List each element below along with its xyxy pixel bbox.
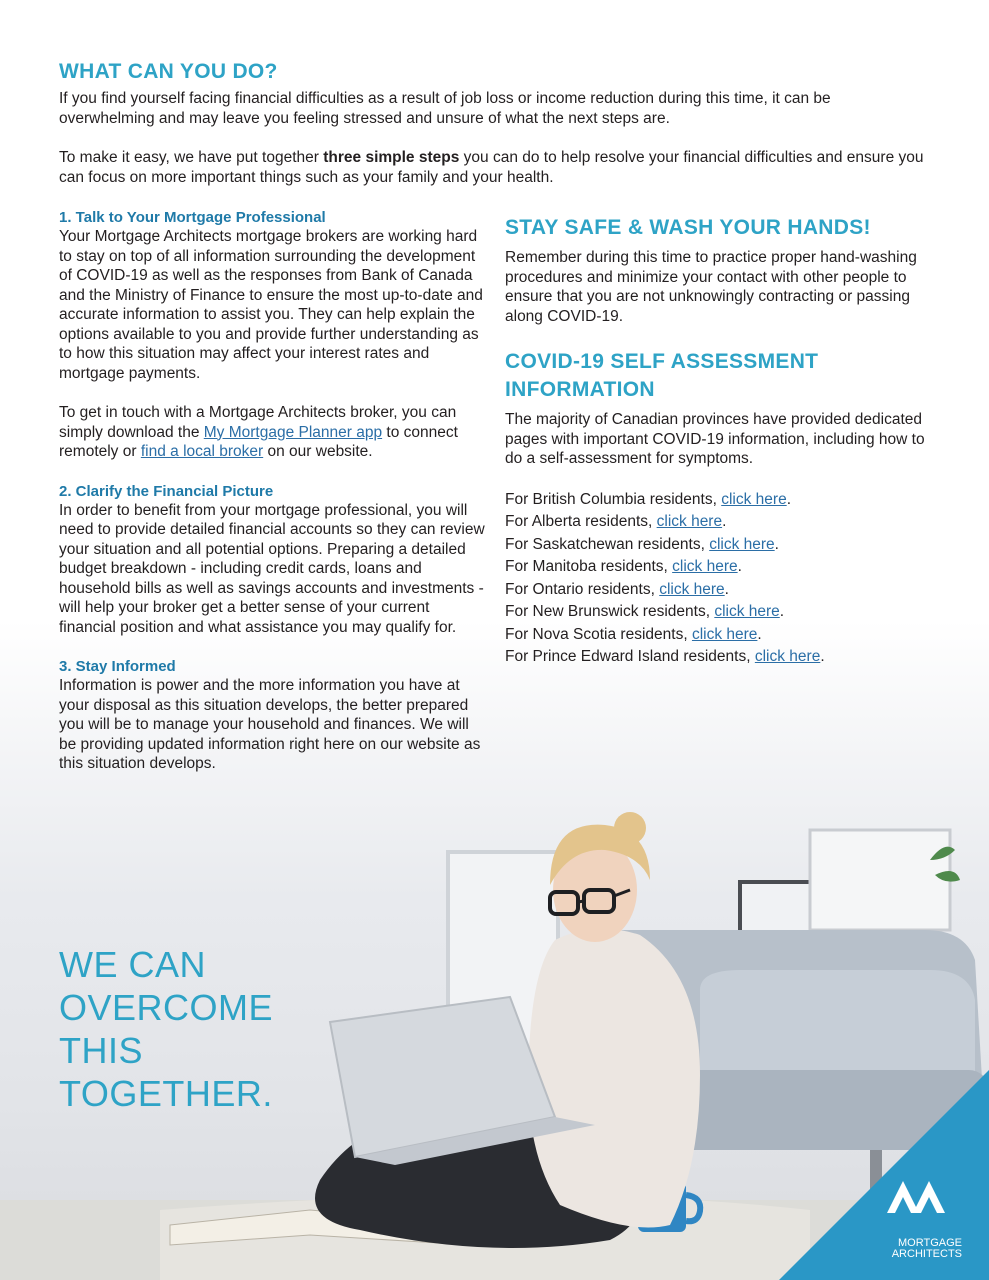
click-here-link[interactable]: click here [709, 535, 775, 553]
province-label: For New Brunswick residents, [505, 603, 715, 620]
steps-column [59, 208, 489, 774]
period: . [724, 580, 729, 598]
click-here-link[interactable]: click here [691, 625, 758, 643]
step3-title: 3. Stay Informed [59, 658, 176, 675]
province-item [505, 556, 935, 579]
step1-title: 1. Talk to Your Mortgage Professional [59, 209, 326, 226]
slogan-line-3: THIS [59, 1030, 144, 1071]
click-here-link[interactable]: click here [721, 490, 787, 508]
period: . [820, 648, 825, 665]
province-item [505, 646, 935, 669]
period: . [722, 513, 727, 530]
intro-p2-bold: three simple steps [323, 149, 460, 166]
province-list [505, 489, 935, 669]
slogan-line-2: OVERCOME [59, 987, 274, 1028]
click-here-link[interactable]: click here [714, 603, 780, 620]
logo-line-2: ARCHITECTS [891, 1248, 962, 1260]
province-item [505, 624, 935, 647]
province-label: For Prince Edward Island residents, [505, 648, 755, 665]
self-assessment-title: COVID-19 SELF ASSESSMENT INFORMATION [505, 350, 819, 401]
step2-title: 2. Clarify the Financial Picture [59, 482, 274, 500]
province-item [505, 601, 935, 624]
province-label: For British Columbia residents, [505, 490, 722, 508]
step1-contact-text-2: to connect remotely or [59, 423, 458, 460]
step1-paragraph: Your Mortgage Architects mortgage brokers are working hard to stay on top of all information surrounding the development of COVID-19 as well as the responses from Bank of Canada and the Ministry of Finance to ensure the most up-to-date and accurate information to assist you. They can help explain the options available to you and provide further understanding as to how this situation may affect your interest rates and mortgage payments. [59, 228, 483, 382]
intro-title: WHAT CAN YOU DO? [59, 60, 278, 83]
step2-paragraph: In order to benefit from your mortgage professional, you will need to provide detailed financial accounts so they can review your situation and all potential options. Preparing a detailed budget breakdown - including credit cards, loans and household bills as well as savings accounts and investments - will help your broker get a better sense of your current financial position and what assistance you may qualify for. [59, 501, 485, 636]
step1-contact-text-3: on our website. [263, 443, 373, 460]
step3-paragraph: Information is power and the more information you have at your disposal as this situation develops, the better prepared you will be to manage your household and finances. We will be providing updated information right here on our website as this situation develops. [59, 677, 481, 772]
stay-safe-title: STAY SAFE & WASH YOUR HANDS! [505, 216, 871, 239]
province-item [505, 489, 935, 512]
province-label: For Ontario residents, [505, 580, 660, 598]
period: . [757, 625, 762, 643]
slogan [59, 943, 273, 1115]
intro-paragraph-1: If you find yourself facing financial difficulties as a result of job loss or income reduction during this time, it can be overwhelming and may leave you feeling stressed and unsure of what the next steps are. [59, 90, 831, 127]
intro-p2-text-end: you can do to help resolve your financial difficulties and ensure you can focus on more important things such as your family and your health. [59, 149, 924, 186]
province-label: For Alberta residents, [505, 513, 657, 530]
click-here-link[interactable]: click here [656, 513, 723, 530]
province-item [505, 511, 935, 534]
period: . [786, 490, 791, 508]
province-label: For Saskatchewan residents, [505, 535, 710, 553]
find-local-broker-link[interactable]: find a local broker [140, 443, 264, 460]
click-here-link[interactable]: click here [672, 558, 738, 575]
intro-section [59, 58, 929, 187]
step1-contact-text: To get in touch with a Mortgage Architects broker, you can simply download the [59, 404, 457, 441]
logo-wordmark [892, 1238, 962, 1260]
province-item [505, 534, 935, 557]
period: . [737, 558, 742, 575]
self-assessment-paragraph: The majority of Canadian provinces have provided dedicated pages with important COVID-19 information, including how to do a self-assessment for symptoms. [505, 411, 925, 467]
step1-contact-paragraph [59, 403, 489, 462]
intro-paragraph-2 [59, 148, 929, 187]
province-label: For Manitoba residents, [505, 558, 673, 575]
click-here-link[interactable]: click here [659, 580, 725, 598]
period: . [774, 535, 779, 553]
logo-line-1: MORTGAGE [898, 1237, 962, 1249]
intro-p2-text: To make it easy, we have put together [59, 149, 324, 166]
province-item [505, 579, 935, 602]
province-label: For Nova Scotia residents, [505, 625, 692, 643]
click-here-link[interactable]: click here [754, 648, 821, 665]
period: . [779, 603, 785, 620]
health-column [505, 214, 935, 669]
my-mortgage-planner-link[interactable]: My Mortgage Planner app [203, 423, 383, 441]
stay-safe-paragraph: Remember during this time to practice proper hand-washing procedures and minimize your contact with other people to ensure that you are not unknowingly contracting or passing along COVID-19. [505, 249, 917, 325]
slogan-line-1: WE CAN [59, 944, 206, 985]
slogan-line-4: TOGETHER. [59, 1073, 273, 1114]
